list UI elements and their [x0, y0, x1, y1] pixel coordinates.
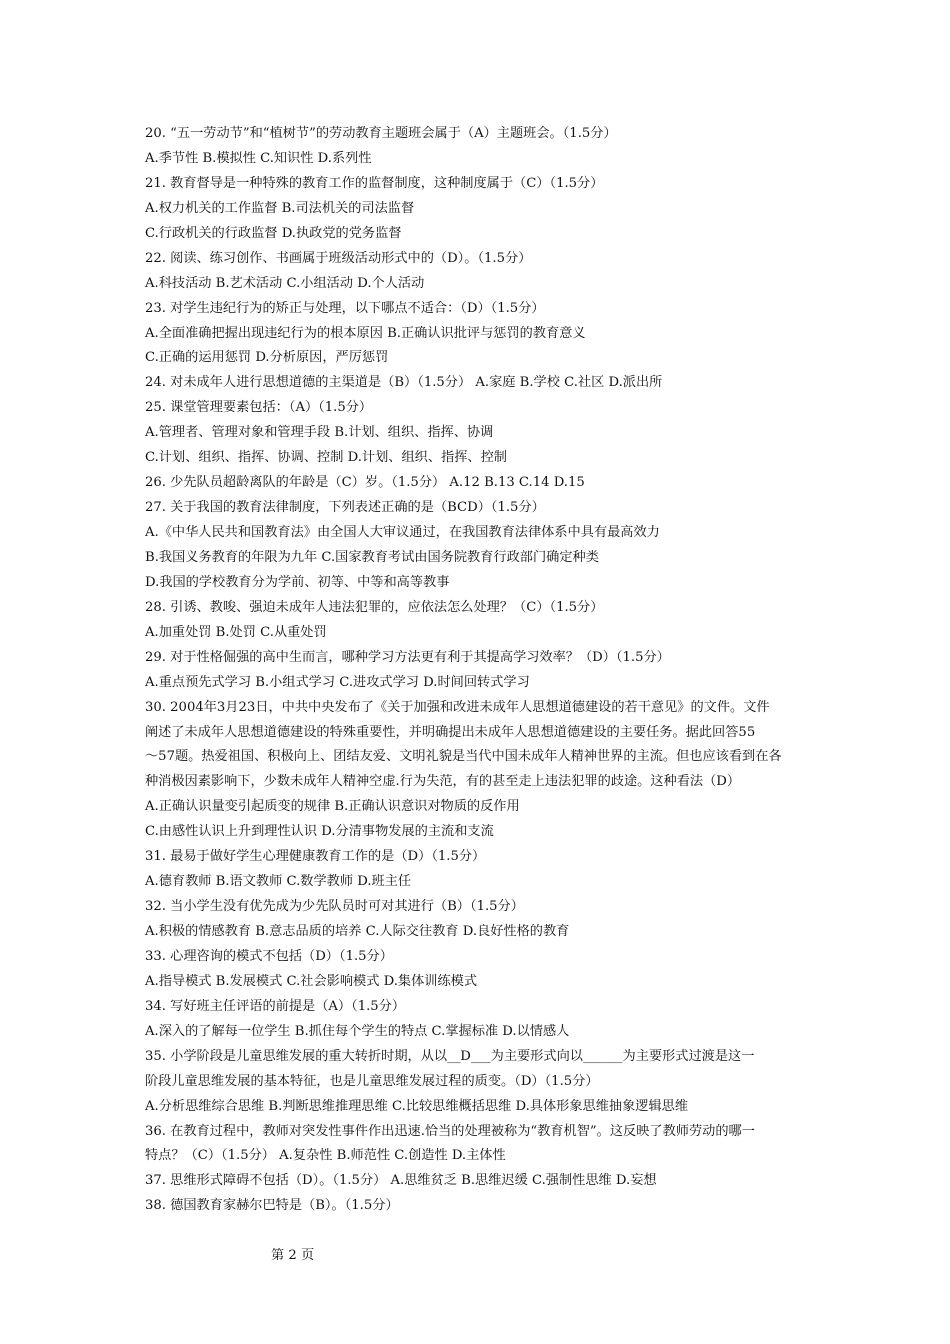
document-page [145, 122, 815, 1219]
text-line: C.行政机关的行政监督 D.执政党的党务监督 [145, 225, 402, 241]
text-line: C.由感性认识上升到理性认识 D.分清事物发展的主流和支流 [145, 824, 494, 840]
text-line: A.加重处罚 B.处罚 C.从重处罚 [145, 624, 327, 640]
text-line: 21. 教育督导是一种特殊的教育工作的监督制度，这种制度属于（C）（1.5分） [145, 175, 604, 191]
text-line: 阐述了未成年人思想道德建设的特殊重要性，并明确提出未成年人思想道德建设的主要任务。据此回答55 [145, 724, 756, 740]
text-line: A.积极的情感教育 B.意志品质的培养 C.人际交往教育 D.良好性格的教育 [145, 924, 570, 939]
text-line: A.管理者、管理对象和管理手段 B.计划、组织、指挥、协调 [145, 425, 494, 441]
text-line: 22. 阅读、练习创作、书画属于班级活动形式中的（D）。（1.5分） [145, 250, 532, 266]
text-line: 34. 写好班主任评语的前提是（A）（1.5分） [145, 998, 406, 1014]
text-line: ～57题。热爱祖国、积极向上、团结友爱、文明礼貌是当代中国未成年人精神世界的主流。但也应该看到在各 [145, 749, 782, 765]
text-line: 种消极因素影响下，少数未成年人精神空虚.行为失范，有的甚至走上违法犯罪的歧途。这种看法（D） [145, 774, 741, 790]
text-line: 24. 对未成年人进行思想道德的主渠道是（B）（1.5分） A.家庭 B.学校 C.社区 D.派出所 [145, 375, 663, 391]
text-line: A.《中华人民共和国教育法》由全国人大审议通过，在我国教育法律体系中具有最高效力 [145, 525, 660, 540]
text-line: 26. 少先队员超龄离队的年龄是（C）岁。（1.5分） A.12 B.13 C.14 D.15 [145, 475, 585, 491]
text-line: 特点？（C）（1.5分） A.复杂性 B.师范性 C.创造性 D.主体性 [145, 1148, 506, 1164]
text-line: D.我国的学校教育分为学前、初等、中等和高等教事 [145, 574, 450, 590]
text-line: A.分析思维综合思维 B.判断思维推理思维 C.比较思维概括思维 D.具体形象思维抽象逻辑思维 [145, 1098, 689, 1114]
text-line: C.计划、组织、指挥、协调、控制 D.计划、组织、指挥、控制 [145, 450, 507, 466]
text-line: 20. “五一劳动节”和“植树节”的劳动教育主题班会属于（A）主题班会。（1.5分） [145, 126, 617, 141]
text-line: A.德育教师 B.语文教师 C.数学教师 D.班主任 [145, 874, 412, 890]
text-line: 37. 思维形式障碍不包括（D）。（1.5分） A.思维贫乏 B.思维迟缓 C.强制性思维 D.妄想 [145, 1173, 657, 1189]
text-line: 36. 在教育过程中，教师对突发性事件作出迅速.恰当的处理被称为“教育机智”。这反映了教师劳动的哪一 [145, 1123, 755, 1139]
text-line: A.正确认识量变引起质变的规律 B.正确认识意识对物质的反作用 [145, 799, 520, 815]
text-line: A.权力机关的工作监督 B.司法机关的司法监督 [145, 200, 415, 216]
text-line: A.指导模式 B.发展模式 C.社会影响模式 D.集体训练模式 [145, 973, 478, 989]
text-line: 31. 最易于做好学生心理健康教育工作的是（D）（1.5分） [145, 849, 486, 865]
text-line: 27. 关于我国的教育法律制度，下列表述正确的是（BCD）（1.5分） [145, 500, 545, 516]
text-line: A.季节性 B.模拟性 C.知识性 D.系列性 [145, 150, 372, 166]
text-line: A.重点预先式学习 B.小组式学习 C.进攻式学习 D.时间回转式学习 [145, 674, 530, 690]
text-line: 23. 对学生违纪行为的矫正与处理，以下哪点不适合：（D）（1.5分） [145, 300, 545, 316]
page-footer: 第 2 页 [271, 1248, 315, 1263]
text-line: 29. 对于性格倔强的高中生而言，哪种学习方法更有利于其提高学习效率？（D）（1.5分） [145, 649, 670, 665]
text-line: C.正确的运用惩罚 D.分析原因，严厉惩罚 [145, 350, 389, 366]
text-line: 33. 心理咨询的模式不包括（D）（1.5分） [145, 948, 393, 964]
text-line: 28. 引诱、教唆、强迫未成年人违法犯罪的，应依法怎么处理？（C）（1.5分） [145, 599, 604, 615]
text-line: B.我国义务教育的年限为九年 C.国家教育考试由国务院教育行政部门确定种类 [145, 549, 599, 565]
text-line: A.深入的了解每一位学生 B.抓住每个学生的特点 C.掌握标准 D.以情感人 [145, 1023, 570, 1039]
text-line: 阶段儿童思维发展的基本特征，也是儿童思维发展过程的质变。（D）（1.5分） [145, 1073, 599, 1089]
text-line: 35. 小学阶段是儿童思维发展的重大转折时期，从以__D___为主要形式向以______为主要形式过渡是这一 [145, 1048, 755, 1064]
text-line: 25. 课堂管理要素包括：（A）（1.5分） [145, 400, 373, 416]
text-line: 30. 2004年3月23日，中共中央发布了《关于加强和改进未成年人思想道德建设的若干意见》的文件。文件 [145, 699, 770, 715]
text-line: A.科技活动 B.艺术活动 C.小组活动 D.个人活动 [145, 275, 425, 291]
text-line: A.全面准确把握出现违纪行为的根本原因 B.正确认识批评与惩罚的教育意义 [145, 325, 586, 341]
text-line: 38. 德国教育家赫尔巴特是（B）。（1.5分） [145, 1198, 399, 1214]
text-line: 32. 当小学生没有优先成为少先队员时可对其进行（B）（1.5分） [145, 899, 524, 915]
